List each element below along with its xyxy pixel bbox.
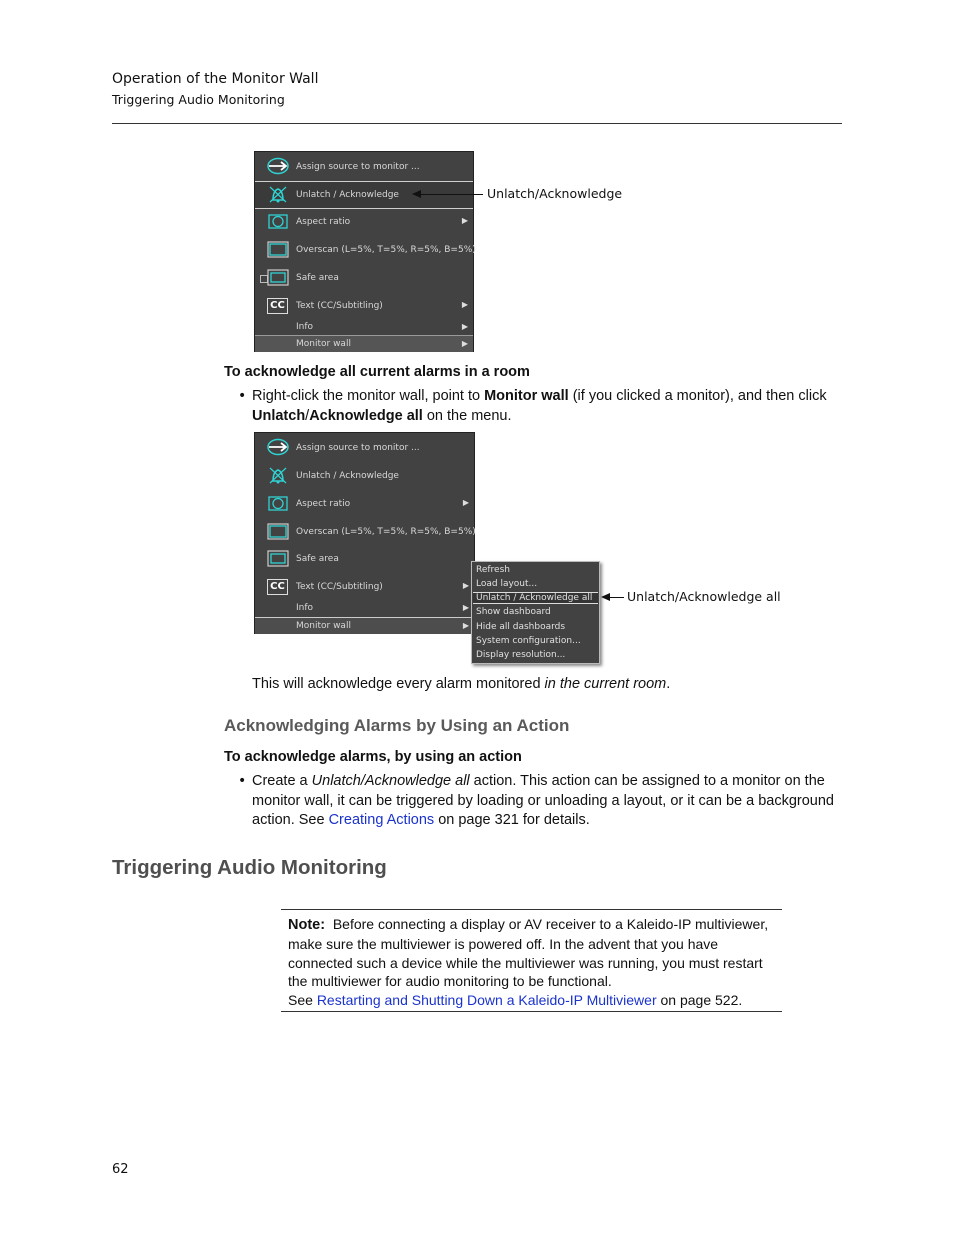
menu-item-aspect-ratio[interactable] <box>255 209 473 235</box>
callout-unlatch-acknowledge: Unlatch/Acknowledge <box>487 186 623 201</box>
menu-item-label: Monitor wall <box>296 339 351 349</box>
menu-item-monitor-wall[interactable] <box>255 335 473 352</box>
menu-item-aspect-ratio[interactable] <box>255 491 474 517</box>
note-box <box>281 909 782 1012</box>
creating-actions-link[interactable]: Creating Actions <box>328 812 435 828</box>
submenu-item-unlatch-acknowledge-all[interactable]: Unlatch / Acknowledge all <box>473 592 598 604</box>
menu-item-label: Monitor wall <box>296 621 351 631</box>
menu-item-label: Assign source to monitor ... <box>296 162 420 172</box>
menu-item-label: Unlatch / Acknowledge <box>296 471 399 481</box>
callout-unlatch-acknowledge-all: Unlatch/Acknowledge all <box>627 589 781 604</box>
monitor-wall-context-menu <box>254 432 475 634</box>
section-heading-audio: Triggering Audio Monitoring <box>112 856 387 879</box>
note-text: Note: Before connecting a display or AV receiver to a Kaleido-IP multiviewer, make sure the multiviewer is powered off. In the advent that you have connected such a device while the multiviewer was running, you must restart the multiviewer for audio monitoring to be functional. See Restarting and Shutting Down a Kaleido-IP Multiviewer on page 522. <box>288 916 769 1009</box>
procedure-step: Create a Unlatch/Acknowledge all action. This action can be assigned to a monitor on the monitor wall, it can be triggered by loading or unloading a layout, or it can be a background action. See Creating Actions on page 321 for details. <box>252 773 834 828</box>
running-header-chapter: Operation of the Monitor Wall <box>112 71 319 87</box>
bell-icon <box>267 466 289 484</box>
menu-item-text-cc[interactable] <box>255 293 473 319</box>
submenu-item-system-configuration[interactable]: System configuration... <box>476 636 581 646</box>
menu-item-info[interactable] <box>255 319 473 335</box>
bullet-icon: • <box>238 388 247 404</box>
menu-item-label: Text (CC/Subtitling) <box>296 301 383 311</box>
header-rule <box>112 123 842 124</box>
page-number: 62 <box>112 1162 129 1177</box>
note-label: Note: <box>288 917 326 933</box>
section-heading-action: Acknowledging Alarms by Using an Action <box>224 716 570 735</box>
cc-icon: CC <box>267 579 288 595</box>
menu-item-safe-area[interactable] <box>255 265 473 291</box>
submenu-arrow-icon: ▶ <box>462 581 469 590</box>
menu-item-label: Overscan (L=5%, T=5%, R=5%, B=5%) <box>296 527 476 537</box>
menu-item-text-cc[interactable] <box>255 574 474 600</box>
menu-item-unlatch-acknowledge[interactable] <box>255 463 474 489</box>
bullet-icon: • <box>238 773 247 789</box>
callout-line <box>420 194 483 195</box>
safe-area-icon <box>267 549 289 567</box>
submenu-arrow-icon: ▶ <box>461 322 468 331</box>
menu-item-label: Unlatch / Acknowledge <box>296 190 399 200</box>
result-text: This will acknowledge every alarm monitored in the current room. <box>252 676 671 692</box>
menu-item-label: Aspect ratio <box>296 499 351 509</box>
procedure-title: To acknowledge all current alarms in a room <box>224 364 530 380</box>
menu-item-info[interactable] <box>255 600 474 616</box>
submenu-arrow-icon: ▶ <box>462 603 469 612</box>
overscan-icon <box>267 522 289 540</box>
submenu-arrow-icon: ▶ <box>462 498 469 507</box>
submenu-item-load-layout[interactable]: Load layout... <box>476 579 538 589</box>
submenu-arrow-icon: ▶ <box>461 216 468 225</box>
submenu-arrow-icon: ▶ <box>462 621 469 630</box>
menu-item-label: Info <box>296 322 314 332</box>
safe-area-icon <box>267 268 289 286</box>
procedure-step: Right-click the monitor wall, point to Monitor wall (if you clicked a monitor), and then click Unlatch/Acknowledge all on the menu. <box>252 388 827 424</box>
menu-item-assign-source[interactable] <box>255 154 473 180</box>
aspect-icon <box>267 494 289 512</box>
overscan-icon <box>267 240 289 258</box>
submenu-item-refresh[interactable]: Refresh <box>476 565 510 575</box>
menu-item-assign-source[interactable] <box>255 435 474 461</box>
bell-icon <box>267 185 289 203</box>
submenu-item-hide-all-dashboards[interactable]: Hide all dashboards <box>476 622 566 632</box>
assign-icon <box>267 157 289 175</box>
menu-item-label: Assign source to monitor ... <box>296 443 420 453</box>
submenu-arrow-icon: ▶ <box>461 300 468 309</box>
restarting-multiviewer-link[interactable]: Restarting and Shutting Down a Kaleido-IP Multiviewer <box>316 992 657 1009</box>
monitor-context-menu <box>254 151 474 352</box>
menu-item-label: Aspect ratio <box>296 217 351 227</box>
menu-item-overscan[interactable] <box>255 237 476 263</box>
assign-icon <box>267 438 289 456</box>
submenu-item-show-dashboard[interactable]: Show dashboard <box>476 607 551 617</box>
procedure-title: To acknowledge alarms, by using an action <box>224 749 522 765</box>
submenu-arrow-icon: ▶ <box>461 339 468 348</box>
menu-item-label: Info <box>296 603 314 613</box>
submenu-item-display-resolution[interactable]: Display resolution... <box>476 650 566 660</box>
running-header-section: Triggering Audio Monitoring <box>112 92 285 107</box>
menu-item-label: Safe area <box>296 273 339 283</box>
monitor-wall-submenu <box>471 561 600 664</box>
menu-item-label: Overscan (L=5%, T=5%, R=5%, B=5%) <box>296 245 476 255</box>
menu-item-label: Safe area <box>296 554 339 564</box>
menu-item-safe-area[interactable] <box>255 546 474 572</box>
callout-line <box>609 597 624 598</box>
menu-item-unlatch-acknowledge[interactable] <box>255 181 473 209</box>
menu-item-monitor-wall[interactable] <box>255 617 474 634</box>
menu-item-overscan[interactable] <box>255 519 474 545</box>
menu-item-label: Text (CC/Subtitling) <box>296 582 383 592</box>
cc-icon: CC <box>267 298 288 314</box>
aspect-icon <box>267 212 289 230</box>
